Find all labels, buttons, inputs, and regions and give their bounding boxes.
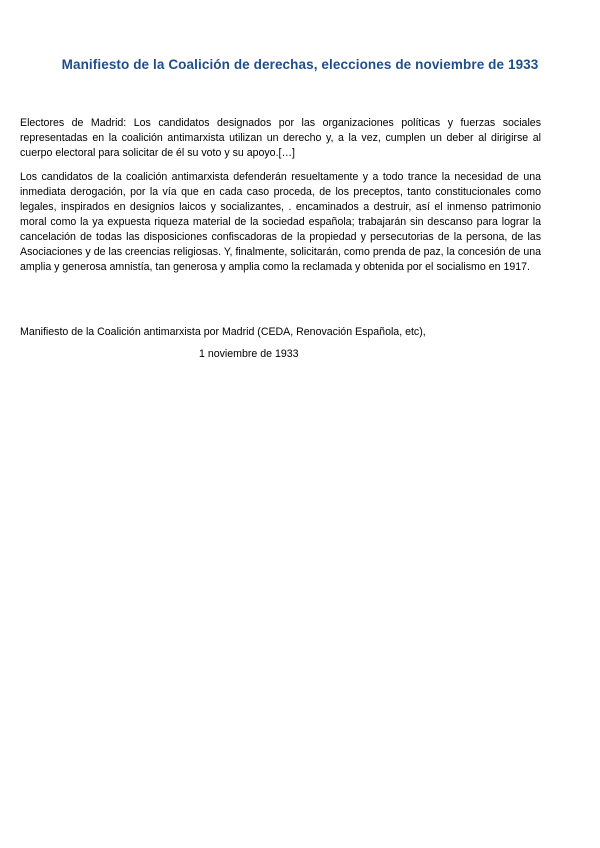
document-title: Manifiesto de la Coalición de derechas, elecciones de noviembre de 1933 <box>61 57 539 72</box>
paragraph-program: Los candidatos de la coalición antimarxista defenderán resueltamente y a todo trance la necesidad de una inmediata derogación, por la vía que en cada caso proceda, de los preceptos, tanto constitucionales como legales, inspirados en designios laicos y socializantes, . encaminados a destruir, así el inmenso patrimonio moral como la ya expuesta riqueza material de la sociedad española; trabajarán sin descanso para lograr la cancelación de todas las disposiciones confiscadoras de la propiedad y persecutorias de la persona, de las Asociaciones y de las creencias religiosas. Y, finalmente, solicitarán, como prenda de paz, la concesión de una amplia y generosa amnistía, tan generosa y amplia como la reclamada y obtenida por el socialismo en 1917. <box>20 171 541 273</box>
paragraph-intro: Electores de Madrid: Los candidatos designados por las organizaciones políticas y fuerzas sociales representadas en la coalición antimarxista utilizan un derecho y, a la vez, cumplen un deber al dirigirse al cuerpo electoral para solicitar de él su voto y su apoyo.[…] <box>20 117 541 159</box>
document-date: 1 noviembre de 1933 <box>199 348 299 360</box>
signature-line: Manifiesto de la Coalición antimarxista por Madrid (CEDA, Renovación Española, etc), <box>20 326 426 338</box>
